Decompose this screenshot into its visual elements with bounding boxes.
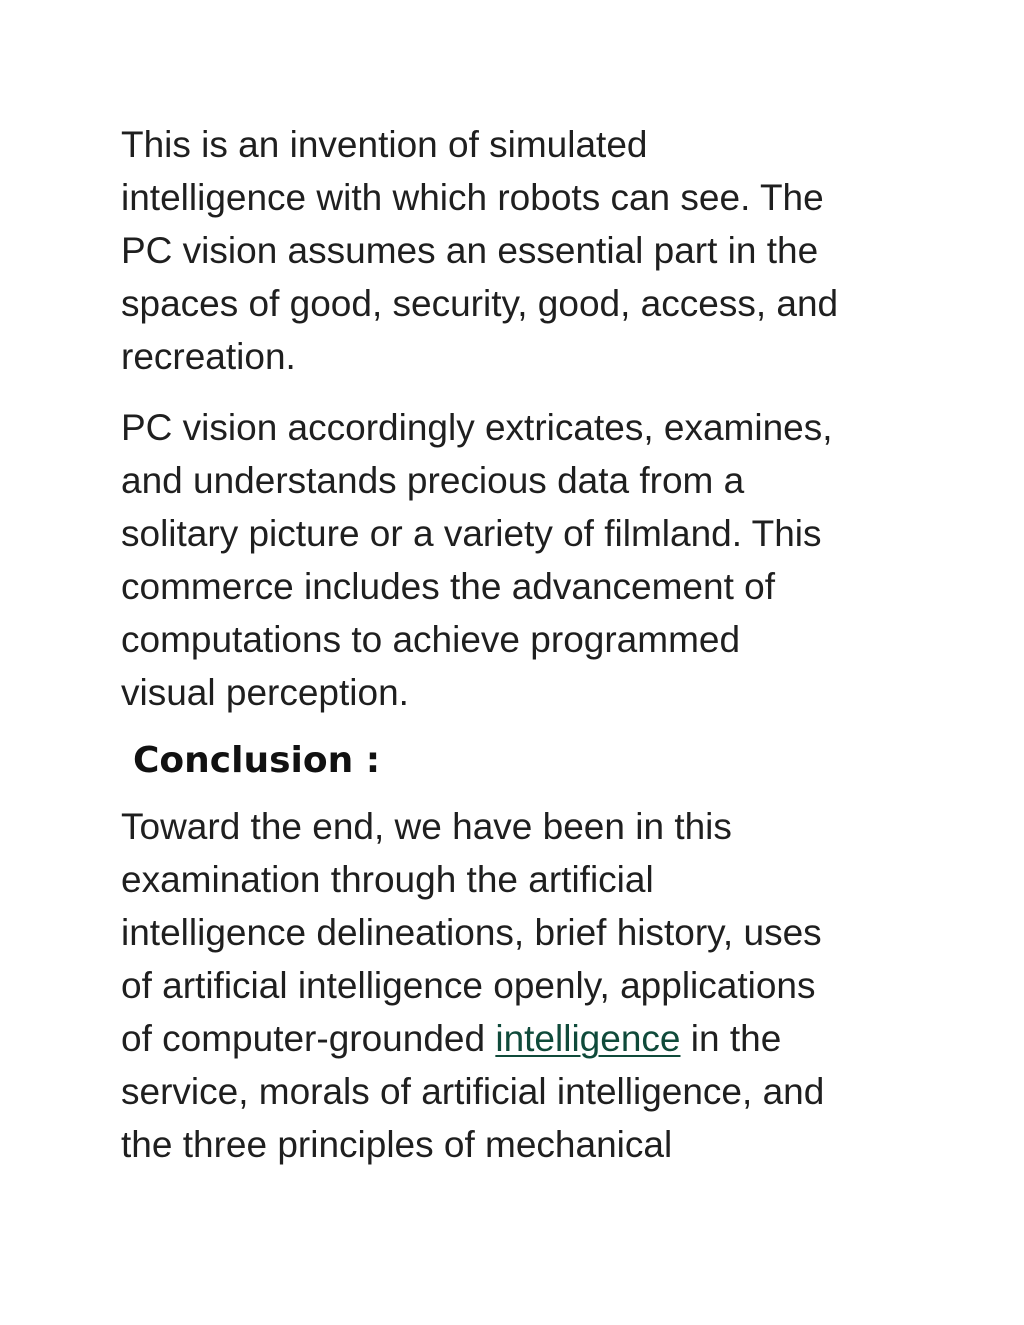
text-line: and understands precious data from a [121,460,745,501]
text-line: computations to achieve programmed [121,619,741,660]
text-line: the three principles of mechanical [121,1124,673,1165]
text-line: intelligence delineations, brief history, uses [121,912,822,953]
text-line: PC vision assumes an essential part in the [121,230,819,271]
text-line: intelligence with which robots can see. The [121,177,824,218]
paragraph-conclusion [121,800,921,1171]
text-line: service, morals of artificial intelligence, and [121,1071,825,1112]
text-line: commerce includes the advancement of [121,566,776,607]
text-line-with-link [121,1012,921,1065]
text-line: spaces of good, security, good, access, and [121,283,839,324]
text-line: examination through the artificial [121,859,654,900]
text-line: This is an invention of simulated [121,124,648,165]
text-segment: in the [680,1018,782,1059]
text-line: visual perception. [121,672,409,713]
paragraph-computer-vision-intro [121,118,921,383]
paragraph-computer-vision-details [121,401,921,719]
text-line: of artificial intelligence openly, applications [121,965,816,1006]
text-line: solitary picture or a variety of filmland. This [121,513,822,554]
text-line: recreation. [121,336,296,377]
conclusion-heading: Conclusion : [133,740,381,781]
text-segment: of computer-grounded [121,1018,496,1059]
intelligence-link[interactable]: intelligence [495,1018,681,1059]
text-line: Toward the end, we have been in this [121,806,732,847]
document-page [121,118,921,1189]
text-line: PC vision accordingly extricates, examines, [121,407,833,448]
